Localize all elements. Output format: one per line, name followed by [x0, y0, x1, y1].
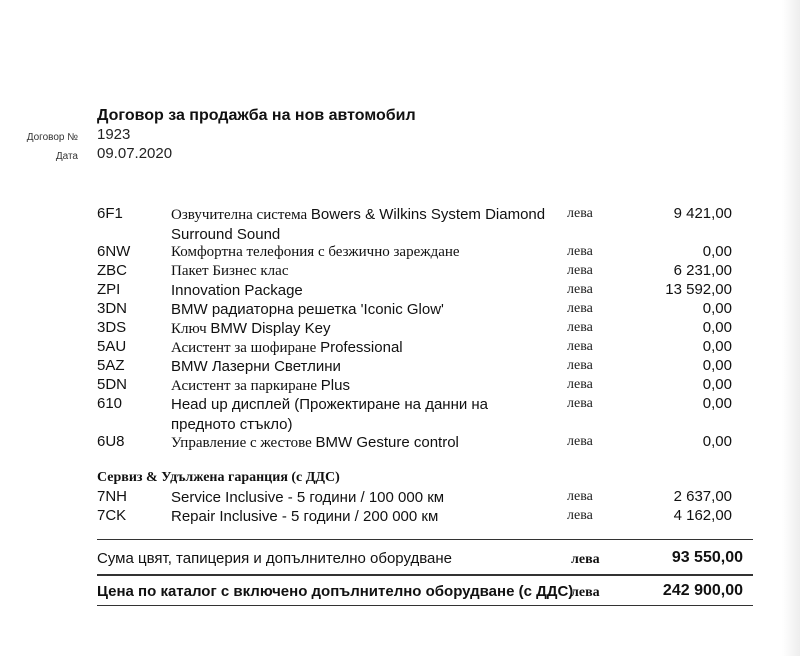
- divider: [97, 605, 753, 606]
- option-unit: лева: [567, 320, 593, 335]
- option-description: Innovation Package: [171, 282, 303, 299]
- service-unit: лева: [567, 508, 593, 523]
- service-section-title: Сервиз & Удължена гаранция (с ДДС): [97, 470, 340, 485]
- service-amount: 2 637,00: [673, 488, 732, 505]
- option-code: 3DS: [97, 319, 127, 336]
- option-unit: лева: [567, 358, 593, 373]
- option-code: 3DN: [97, 300, 128, 317]
- option-code: 6F1: [97, 205, 123, 222]
- option-amount: 0,00: [702, 319, 732, 336]
- option-unit: лева: [567, 339, 593, 354]
- option-description: Ключ BMW Display Key: [171, 320, 331, 337]
- service-description: Service Inclusive - 5 години / 100 000 км: [171, 489, 445, 506]
- option-description: Комфортна телефония с безжично зареждане: [171, 244, 460, 260]
- document-title: Договор за продажба на нов автомобил: [97, 107, 416, 124]
- option-code: 5DN: [97, 376, 128, 393]
- service-code: 7CK: [97, 507, 127, 524]
- option-amount: 0,00: [702, 395, 732, 412]
- option-description: Управление с жестове BMW Gesture control: [171, 434, 459, 451]
- equipment-total-amount: 93 550,00: [671, 549, 743, 566]
- option-description: Асистент за шофиране Professional: [171, 339, 403, 356]
- option-amount: 0,00: [702, 243, 732, 260]
- service-amount: 4 162,00: [673, 507, 732, 524]
- option-amount: 0,00: [702, 357, 732, 374]
- equipment-total-unit: лева: [571, 552, 600, 567]
- option-code: ZPI: [97, 281, 121, 298]
- divider: [97, 539, 753, 540]
- service-description: Repair Inclusive - 5 години / 200 000 км: [171, 508, 439, 525]
- option-unit: лева: [567, 396, 593, 411]
- option-code: 5AU: [97, 338, 127, 355]
- option-code: ZBC: [97, 262, 127, 279]
- option-code: 610: [97, 395, 123, 412]
- page-edge-shadow: [782, 0, 800, 656]
- divider: [97, 574, 753, 576]
- option-amount: 13 592,00: [665, 281, 732, 298]
- date-label: Дата: [55, 151, 78, 162]
- option-amount: 0,00: [702, 433, 732, 450]
- option-unit: лева: [567, 434, 593, 449]
- option-amount: 0,00: [702, 338, 732, 355]
- catalog-price-amount: 242 900,00: [662, 582, 743, 599]
- contract-number-label: Договор №: [26, 132, 78, 143]
- option-description: Асистент за паркиране Plus: [171, 377, 350, 394]
- catalog-price-unit: лева: [571, 585, 600, 600]
- option-description: BMW радиаторна решетка 'Iconic Glow': [171, 301, 444, 318]
- contract-number-value: 1923: [97, 126, 131, 143]
- option-code: 6U8: [97, 433, 125, 450]
- option-unit: лева: [567, 301, 593, 316]
- option-description: Озвучителна система Bowers & Wilkins System Diamond Surround Sound: [171, 206, 546, 243]
- option-description: Пакет Бизнес клас: [171, 263, 289, 279]
- date-value: 09.07.2020: [97, 145, 173, 162]
- option-unit: лева: [567, 206, 593, 221]
- option-code: 6NW: [97, 243, 131, 260]
- option-unit: лева: [567, 377, 593, 392]
- option-unit: лева: [567, 263, 593, 278]
- catalog-price-label: Цена по каталог с включено допълнително оборудване (с ДДС): [97, 583, 574, 600]
- option-description: BMW Лазерни Светлини: [171, 358, 341, 375]
- option-code: 5AZ: [97, 357, 125, 374]
- option-amount: 9 421,00: [673, 205, 732, 222]
- option-amount: 0,00: [702, 376, 732, 393]
- equipment-total-label: Сума цвят, тапицерия и допълнително оборудване: [97, 550, 452, 567]
- option-description: Head up дисплей (Прожектиране на данни на предното стъкло): [171, 396, 489, 433]
- option-amount: 6 231,00: [673, 262, 732, 279]
- option-unit: лева: [567, 244, 593, 259]
- service-unit: лева: [567, 489, 593, 504]
- option-unit: лева: [567, 282, 593, 297]
- service-code: 7NH: [97, 488, 128, 505]
- option-amount: 0,00: [702, 300, 732, 317]
